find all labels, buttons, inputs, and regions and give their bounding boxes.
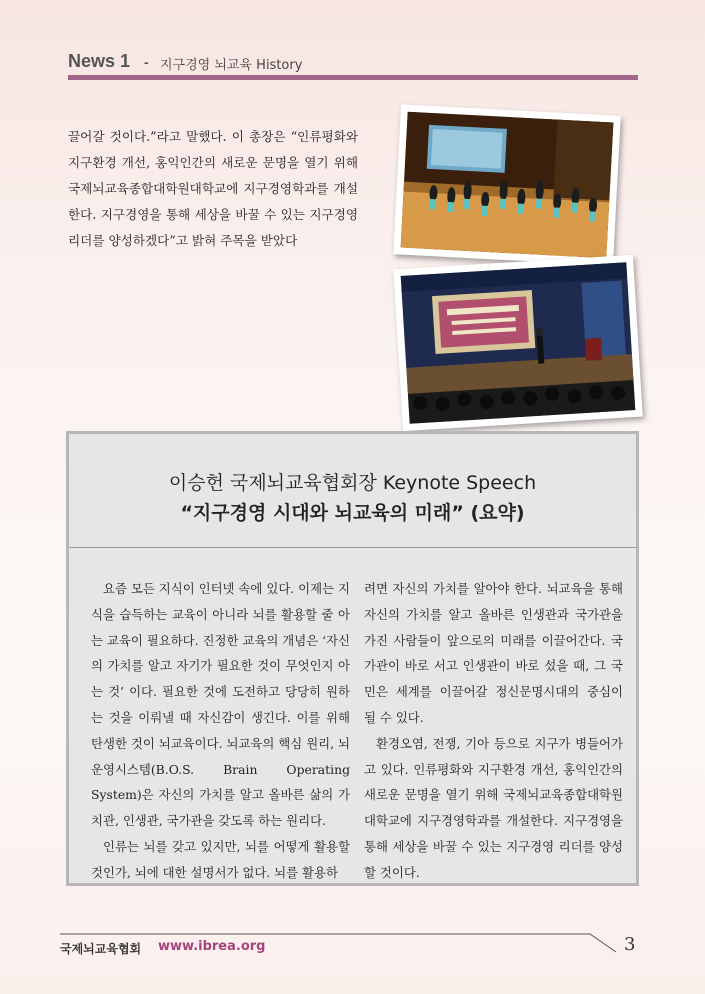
keynote-title-area — [69, 434, 636, 548]
keynote-title-line1: 이승헌 국제뇌교육협회장 Keynote Speech — [168, 472, 537, 494]
footer-url-link[interactable]: www.ibrea.org — [158, 939, 266, 954]
keynote-summary-box — [66, 431, 639, 886]
keynote-paragraph: 려면 자신의 가치를 알아야 한다. 뇌교육을 통해 자신의 가치를 알고 올바른 인생관과 국가관을 가진 사람들이 앞으로의 미래를 이끌어간다. 국가관이 바로 서고 인생관이 바로 섰을 때, 그 국민은 세계를 이끌어갈 정신문명시대의 중심이 될 수 있다. — [364, 581, 623, 725]
keynote-title-line2: “지구경영 시대와 뇌교육의 미래” (요약) — [180, 502, 525, 524]
performance-photo — [393, 104, 621, 265]
intro-paragraph: 끌어갈 것이다.”라고 말했다. 이 총장은 “인류평화와 지구환경 개선, 홍익인간의 새로운 문명을 열기 위해 국제뇌교육종합대학원대학교에 지구경영학과를 개설한다. 지구경영을 통해 세상을 바꿀 수 있는 지구경영 리더를 양성하겠다”고 밝혀 주목을 받았다 — [68, 129, 358, 248]
keynote-photo — [393, 255, 642, 431]
section-header — [68, 48, 638, 80]
keynote-paragraph: 요즘 모든 지식이 인터넷 속에 있다. 이제는 지식을 습득하는 교육이 아니라 뇌를 활용할 줄 아는 교육이 필요하다. 진정한 교육의 개념은 ‘자신의 가치를 알고 자기가 필요한 것이 무엇인지 아는 것’ 이다. 필요한 것에 도전하고 당당히 원하는 것을 이뤄낼 때 자신감이 생긴다. 이를 위해 탄생한 것이 뇌교육이다. 뇌교육의 핵심 원리, 뇌운영시스템(B.O.S. Brain Operating System)은 자신의 가치를 알고 올바른 삶의 가치관, 인생관, 국가관을 갖도록 하는 원리다. — [91, 581, 350, 829]
keynote-left-column — [91, 576, 350, 886]
keynote-paragraph: 인류는 뇌를 갖고 있지만, 뇌를 어떻게 활용할 것인가, 뇌에 대한 설명서가 없다. 뇌를 활용하 — [91, 838, 350, 880]
header-dash: - — [144, 54, 149, 70]
page-number: 3 — [624, 934, 636, 955]
news-label: News 1 — [68, 51, 131, 71]
keynote-paragraph: 환경오염, 전쟁, 기아 등으로 지구가 병들어가고 있다. 인류평화와 지구환경 개선, 홍익인간의 새로운 문명을 열기 위해 국제뇌교육종합대학원대학교에 지구경영학과를 개설한다. 지구경영을 통해 세상을 바꿀 수 있는 지구경영 리더를 양성할 것이다. — [364, 735, 623, 880]
keynote-right-column — [364, 576, 623, 886]
footer-brand: 국제뇌교육협회 — [60, 942, 142, 956]
dance-performance-image — [401, 112, 614, 259]
footer-rule — [60, 933, 620, 953]
keynote-stage-image — [401, 262, 636, 424]
header-subtitle: 지구경영 뇌교육 History — [160, 58, 303, 73]
